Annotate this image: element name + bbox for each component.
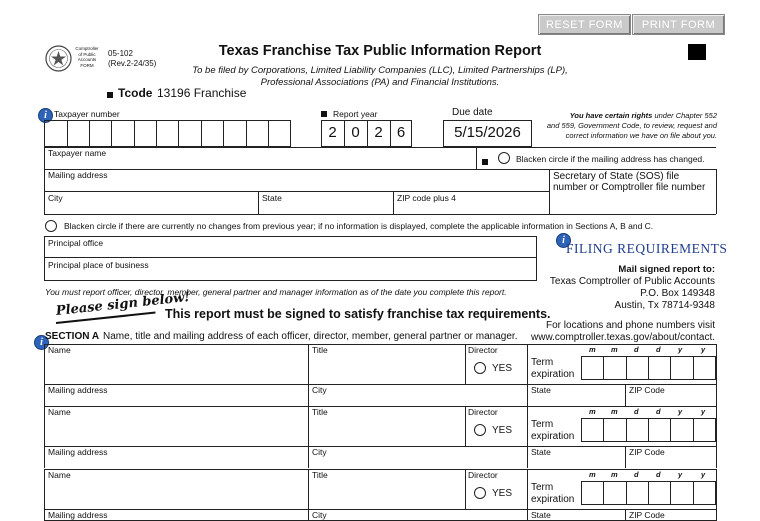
date-column-header: m [589,470,596,479]
term-label [531,482,574,506]
officer-title-field[interactable] [309,470,464,508]
director-yes-radio[interactable] [474,487,486,499]
date-column-header: d [656,345,661,354]
reset-form-button[interactable]: RESET FORM [538,14,631,35]
seal-caption: Comptroller of Public Accounts FORM [75,46,99,68]
visit-line-1: For locations and phone numbers visit [546,320,715,331]
taxpayer-name-field[interactable] [44,147,476,169]
date-column-header: y [701,345,706,354]
state-label: State [531,385,551,395]
term-label [531,419,574,443]
officer-zip-field[interactable] [626,447,715,467]
name-label: Name [48,345,71,355]
date-column-header: m [589,407,596,416]
director-yes-label: YES [492,488,513,499]
director-label: Director [468,345,498,355]
date-column-header: m [611,470,618,479]
report-year-digit: 0 [351,124,360,141]
rights-line-1: under Chapter 552 [652,111,717,120]
visit-line-2: www.comptroller.texas.gov/about/contact. [531,332,715,343]
term-word: Term [531,419,554,430]
date-column-header: d [656,470,661,479]
officer-name-field[interactable] [45,470,307,508]
officer-state-field[interactable] [528,447,624,467]
report-year-digit: 2 [328,124,337,141]
expiration-word: expiration [531,369,575,380]
officer-state-field[interactable] [528,510,624,520]
info-icon[interactable]: i [38,108,53,123]
city-label: City [312,385,327,395]
director-label: Director [468,470,498,480]
rights-line-2: and 559, Government Code, to review, request and [546,121,717,130]
form-number: 05-102 [108,49,133,58]
title-label: Title [312,345,328,355]
report-year-label: Report year [333,109,378,119]
report-year-digit: 2 [374,124,383,141]
mail-label: Mail signed report to: [618,264,715,275]
tcode-label: Tcode [118,86,153,100]
expiration-word: expiration [531,494,575,505]
info-icon[interactable]: i [556,233,571,248]
date-column-header: d [656,407,661,416]
tcode-marker [107,92,113,98]
form-revision: (Rev.2-24/35) [108,59,157,68]
city-label: City [48,193,63,203]
black-box-marker [688,44,706,60]
zip-code-label: ZIP Code [629,510,665,520]
principal-office-label: Principal office [48,238,104,248]
section-a-label: SECTION A [45,331,100,342]
officer-title-field[interactable] [309,345,464,383]
state-label: State [531,447,551,457]
please-sign-stamp: Please sign below! [55,289,191,319]
officer-zip-field[interactable] [626,385,715,405]
director-label: Director [468,407,498,417]
rights-notice [545,111,717,141]
date-column-header: m [611,407,618,416]
sos-file-label: Secretary of State (SOS) file number or Comptroller file number [553,171,706,193]
mailing-address-label: Mailing address [48,170,108,180]
state-label: State [531,510,551,520]
date-column-header: d [634,470,639,479]
date-column-header: y [678,407,683,416]
director-yes-radio[interactable] [474,362,486,374]
date-column-header: m [589,345,596,354]
director-yes-label: YES [492,363,513,374]
mail-address-line-2: P.O. Box 149348 [640,288,715,299]
page-title: Texas Franchise Tax Public Information Report [218,43,542,59]
director-yes-radio[interactable] [474,424,486,436]
mailing-address-label: Mailing address [48,447,108,457]
report-year-digit: 6 [396,124,406,141]
section-a-description: Name, title and mailing address of each officer, director, member, general partner or manager. [103,331,518,342]
mailing-address-label: Mailing address [48,385,108,395]
tcode-value: 13196 Franchise [157,86,247,100]
date-column-header: d [634,345,639,354]
must-report-note: You must report officer, director, member, general partner and manager information as of the date you complete this report. [45,287,507,297]
report-year-marker [321,111,327,117]
city-label: City [312,510,327,520]
taxpayer-name-label: Taxpayer name [48,148,107,158]
due-date-value: 5/15/2026 [454,124,521,141]
comptroller-seal-icon [45,45,72,72]
officer-city-field[interactable] [309,510,526,520]
date-column-header: y [701,470,706,479]
term-label [531,357,574,381]
title-label: Title [312,470,328,480]
principal-place-label: Principal place of business [48,260,149,270]
officer-name-field[interactable] [45,407,307,445]
state-label: State [262,193,282,203]
date-column-header: m [611,345,618,354]
mailing-changed-radio[interactable] [498,152,510,164]
officer-title-field[interactable] [309,407,464,445]
officer-mailing-field[interactable] [45,447,307,467]
term-word: Term [531,482,554,493]
name-label: Name [48,470,71,480]
officer-city-field[interactable] [309,447,526,467]
date-column-header: y [678,345,683,354]
date-column-header: y [678,470,683,479]
rights-line-3: correct information we have on file about you. [565,131,717,140]
print-form-button[interactable]: PRINT FORM [632,14,725,35]
term-word: Term [531,357,554,368]
no-changes-label: Blacken circle if there are currently no changes from previous year; if no information is displayed, complete the applicable information in Sections A, B and C. [64,221,654,231]
subtitle-line-2: Professional Associations (PA) and Financial Institutions. [260,77,500,88]
officer-mailing-field[interactable] [45,385,307,405]
mail-address-line-3: Austin, Tx 78714-9348 [614,300,715,311]
zip-code-label: ZIP Code [629,447,665,457]
city-label: City [312,447,327,457]
mailing-address-field[interactable] [44,169,549,191]
rights-bold: You have certain rights [569,111,653,120]
must-sign-notice: This report must be signed to satisfy franchise tax requirements. [165,307,551,321]
mailing-changed-label: Blacken circle if the mailing address has changed. [516,154,705,164]
filing-requirements-heading: FILING REQUIREMENTS [566,241,728,256]
mail-address-line-1: Texas Comptroller of Public Accounts [549,276,715,287]
no-changes-radio[interactable] [45,220,57,232]
taxpayer-number-label: Taxpayer number [54,109,120,119]
mailing-address-label: Mailing address [48,510,108,520]
title-label: Title [312,407,328,417]
officer-city-field[interactable] [309,385,526,405]
mailing-changed-marker [482,159,488,165]
zip-code-label: ZIP Code [629,385,665,395]
officer-name-field[interactable] [45,345,307,383]
subtitle-line-1: To be filed by Corporations, Limited Liability Companies (LLC), Limited Partnerships (LP), [192,65,568,76]
zip-label: ZIP code plus 4 [397,193,456,203]
name-label: Name [48,407,71,417]
officer-mailing-field[interactable] [45,510,307,520]
info-icon[interactable]: i [34,335,49,350]
principal-office-field[interactable] [44,236,537,258]
date-column-header: d [634,407,639,416]
date-column-header: y [701,407,706,416]
expiration-word: expiration [531,431,575,442]
officer-state-field[interactable] [528,385,624,405]
director-yes-label: YES [492,425,513,436]
due-date-label: Due date [452,107,493,118]
officer-zip-field[interactable] [626,510,715,520]
taxpayer-number-field[interactable] [44,120,291,147]
